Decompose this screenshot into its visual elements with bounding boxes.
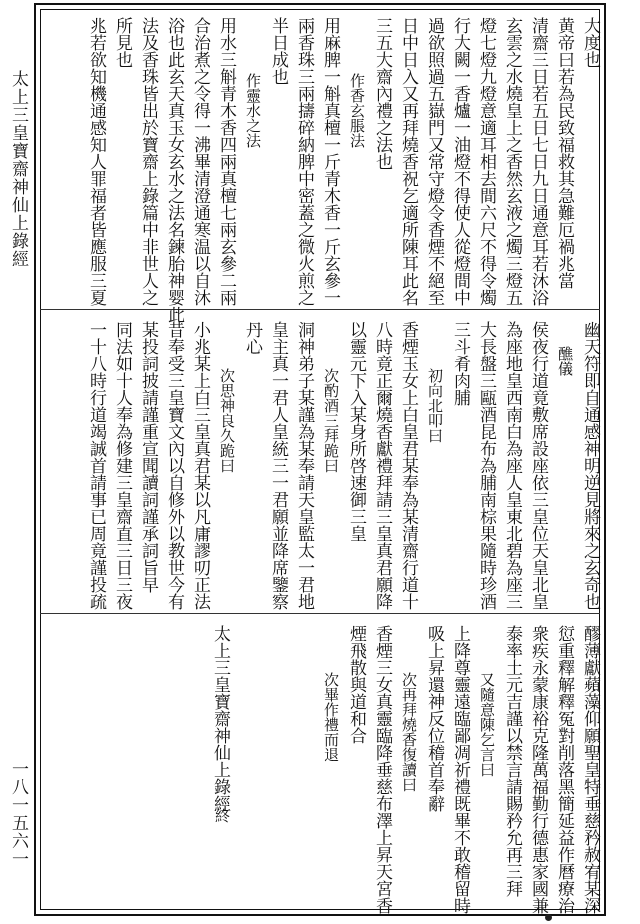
panel1-column: 所見也	[112, 17, 132, 68]
panel3-column: 醪薄獻蘋藻仰願聖皇特垂慈矜赦宥某深	[580, 625, 600, 914]
panel1-column: 日中日入又再拜燒香祝乞適所陳耳此名	[398, 17, 418, 306]
panel1-column: 玄雲之水燒皇上之香然玄液之燭三燈五	[502, 17, 522, 306]
panel1-column: 半日成也	[268, 17, 288, 85]
panel3-column: 泰率土元吉謹以禁言請賜矜允再三拜	[502, 625, 522, 897]
panel1-column: 行大闕一香爐一油燈不得使人從燈間中	[450, 17, 470, 306]
panel2-column: 小兆某上白三皇真君某以凡庸謬叨正法	[190, 321, 210, 610]
scripture-end-title: 太上三皇寶齋神仙上錄經	[210, 625, 230, 812]
panel3-column: 吸上昇還神反位稽首奉辭	[424, 625, 444, 812]
panel2-heading: 醮儀	[556, 346, 574, 376]
panel3-heading: 又隨意陳乞言曰	[478, 672, 496, 777]
panel1-column: 合治煮之令得一沸畢清澄通寒温以自沐	[190, 17, 210, 306]
panel1-column: 清齋三日若五日七日九日通意耳若沐浴	[528, 17, 548, 306]
panel3-column: 上降尊靈遠臨鄙凋祈禮既畢不敢稽留時	[450, 625, 470, 914]
panel2-column: 洞神弟子某謹為某奉請天皇監太一君地	[294, 321, 314, 610]
panel3-heading: 次畢作禮而退	[322, 672, 340, 762]
panel2-heading: 初向北叩曰	[426, 368, 444, 443]
ink-blot	[545, 914, 552, 921]
panel3-column: 愆重釋解釋冤對削落黑簡延益作曆療治	[554, 625, 574, 914]
panel1-column: 三五大齋內禮之法也	[372, 17, 392, 170]
panel2-column: 三斗肴肉脯	[450, 321, 470, 406]
panel2-column: 香煙玉女上白皇君某奉為某清齋行道十	[398, 321, 418, 610]
panel2-heading: 次思神良久跪曰	[218, 368, 236, 473]
panel1-column: 浴也此玄天真玉女玄水之法名鍊胎神婴此	[164, 17, 184, 323]
panel-divider-2	[40, 613, 600, 614]
margin-page-number: 一八一五六一	[8, 760, 28, 868]
panel1-column: 用麻脾一斛真檀一斤青木香一斤玄參一	[320, 17, 340, 306]
panel3-column: 煙飛散與道和合	[346, 625, 366, 744]
panel2-column: 某投詞披請謹重宣聞讀詞謹承詞旨早	[138, 321, 158, 593]
panel1-column: 法及香珠皆出於寶齋上錄篇中非世人之	[138, 17, 158, 306]
panel1-column: 用水三斛青木香四兩真檀七兩玄參二兩	[216, 17, 236, 306]
panel2-column: 丹心	[242, 321, 262, 355]
panel1-column: 燈七燈九燈意適耳相去間六尺不得令燭	[476, 17, 496, 306]
panel2-column: 為座地皇西南白為座人皇東北碧為座三	[502, 321, 522, 610]
panel2-column: 一十八時行道竭誠首請事已周竟謹投疏	[86, 321, 106, 610]
panel2-column: 幽天符即自通感神明逆見將來之玄奇也	[580, 321, 600, 610]
panel1-heading: 作靈水之法	[244, 73, 262, 148]
panel1-column: 過欲照過五嶽門又常守燈令香煙不絕至	[424, 17, 444, 306]
panel2-column: 八時竟正爾燒香獻禮拜請三皇真君願降	[372, 321, 392, 610]
panel2-heading: 次酌酒三拜跪曰	[322, 368, 340, 473]
panel3-heading: 次再拜燒香復讀曰	[400, 672, 418, 792]
panel1-column: 兩香珠三兩擣碎納脾中密蓋之微火煎之	[294, 17, 314, 306]
panel2-column: 同法如十人奉為修建三皇齋直三日三夜	[112, 321, 132, 610]
panel1-column: 黄帝曰若為民致福救其急難厄禍兆當	[554, 17, 574, 289]
panel1-column: 兆若欲知機通感知人罪福者皆應服三夏	[86, 17, 106, 306]
panel2-column: 以靈元下入某身所啓速御三皇	[346, 321, 366, 542]
panel3-column: 香煙三女真靈臨降垂慈布澤上昇天宮香	[372, 625, 392, 914]
panel2-column: 侯夜行道竟敷席設座依三皇位天皇北皇	[528, 321, 548, 610]
margin-title: 太上三皇寶齋神仙上錄經	[8, 70, 28, 268]
end-mark: 終	[213, 808, 231, 823]
panel-divider-1	[40, 309, 600, 310]
panel1-heading: 作香玄脹法	[348, 73, 366, 148]
panel2-column: 大長盤三甌酒昆布為脯南棕果隨時珍酒	[476, 321, 496, 610]
panel2-column: 皇主真一君人皇統三一君願並降席鑒察	[268, 321, 288, 610]
panel2-column: 昔奉受三皇寶文內以自修外以教世今有	[164, 321, 184, 610]
panel1-column: 大度也	[580, 17, 600, 68]
panel3-column: 衆疾永蒙康裕克隆萬福勤行德惠家國兼	[528, 625, 548, 914]
